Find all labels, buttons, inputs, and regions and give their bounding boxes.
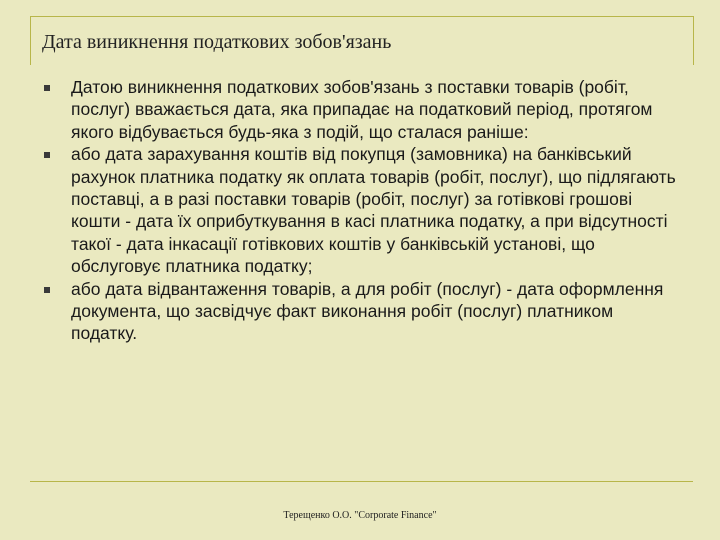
bullet-text: Датою виникнення податкових зобов'язань з поставки товарів (робіт, послуг) вважається дата, яка припадає на податковий період, протягом якого відбувається будь-яка з подій, що сталася раніше: xyxy=(71,77,653,142)
bullet-text: або дата зарахування коштів від покупця (замовника) на банківський рахунок платника податку як оплата товарів (робіт, послуг), що підлягають поставці, а в разі поставки товарів (робіт, послуг) за готівкові грошові кошти - дата їх оприбуткування в касі платника податку, а при відсутності такої - дата інкасації готівкових коштів у банківській установі, що обслуговує платника податку; xyxy=(71,144,676,277)
bullet-item xyxy=(44,278,684,345)
footer-divider xyxy=(30,481,693,482)
bullet-list xyxy=(44,76,684,345)
slide-footer: Терещенко О.О. "Corporate Finance" xyxy=(283,510,437,521)
bullet-text: або дата відвантаження товарів, а для робіт (послуг) - дата оформлення документа, що засвідчує факт виконання робіт (послуг) платником податку. xyxy=(71,278,664,344)
square-bullet-icon xyxy=(44,287,50,293)
slide-title: Дата виникнення податкових зобов'язань xyxy=(42,31,392,53)
bullet-item xyxy=(44,143,684,277)
square-bullet-icon xyxy=(44,152,50,158)
bullet-item xyxy=(44,76,684,143)
square-bullet-icon xyxy=(44,85,50,91)
